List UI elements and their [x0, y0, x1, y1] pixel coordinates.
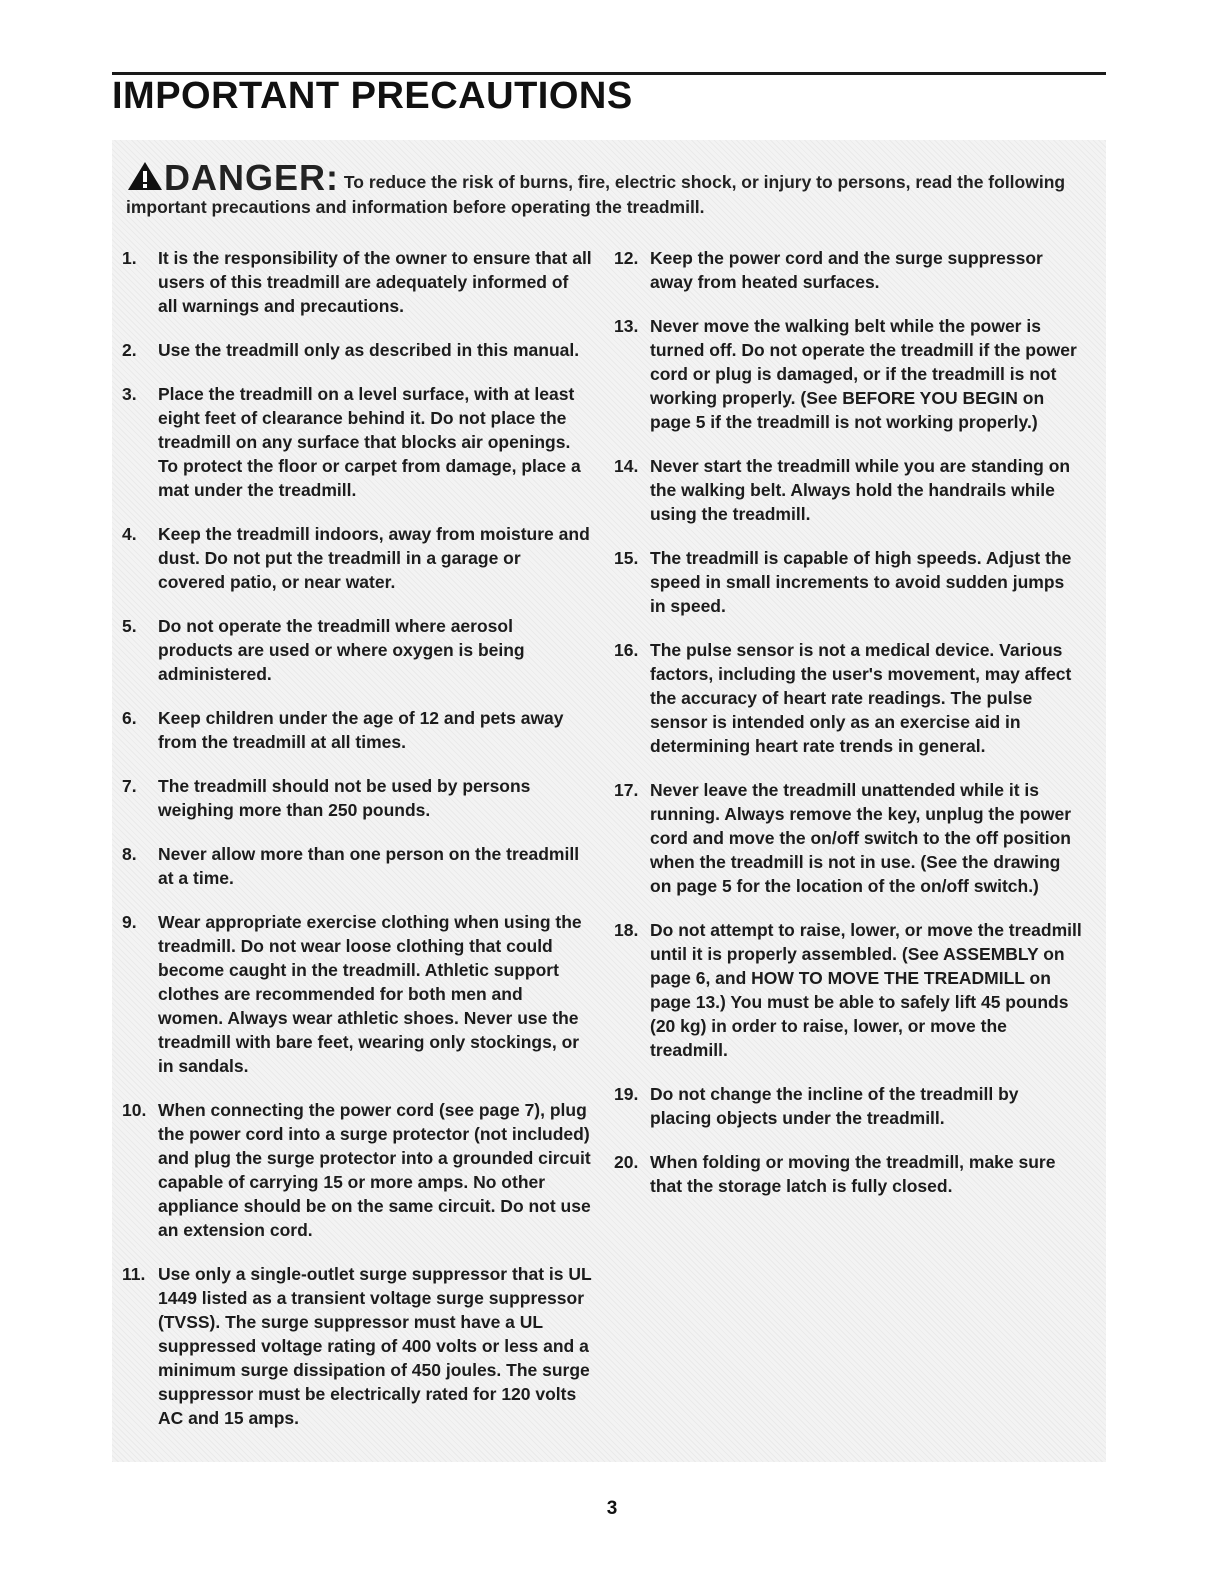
warning-triangle-icon	[126, 160, 164, 192]
list-item	[614, 1082, 1084, 1130]
list-item	[122, 338, 592, 362]
page-number: 3	[606, 1498, 618, 1519]
item-number: 13.	[614, 316, 639, 336]
list-item	[614, 918, 1084, 1062]
item-number: 8.	[122, 844, 137, 864]
precautions-right-column	[614, 246, 1084, 1198]
item-text: Keep children under the age of 12 and pets away from the treadmill at all times.	[158, 708, 564, 752]
item-number: 19.	[614, 1084, 639, 1104]
item-text: Keep the power cord and the surge suppressor away from heated surfaces.	[650, 248, 1043, 292]
list-item	[614, 246, 1084, 294]
list-item	[614, 314, 1084, 434]
item-number: 5.	[122, 616, 137, 636]
list-item	[122, 1262, 592, 1430]
item-text: Do not change the incline of the treadmill by placing objects under the treadmill.	[650, 1084, 1019, 1128]
item-number: 17.	[614, 780, 639, 800]
item-text: Wear appropriate exercise clothing when using the treadmill. Do not wear loose clothing that could become caught in the treadmill. Athletic support clothes are recommended for both men and women. Always wear athletic shoes. Never use the treadmill with bare feet, wearing only stockings, or in sandals.	[158, 912, 582, 1076]
item-number: 12.	[614, 248, 639, 268]
item-text: The treadmill is capable of high speeds. Adjust the speed in small increments to avoid sudden jumps in speed.	[650, 548, 1072, 616]
item-text: When connecting the power cord (see page 7), plug the power cord into a surge protector (not included) and plug the surge protector into a grounded circuit capable of carrying 15 or more amps. No other appliance should be on the same circuit. Do not use an extension cord.	[158, 1100, 591, 1240]
item-number: 1.	[122, 248, 137, 268]
list-item	[614, 638, 1084, 758]
list-item	[122, 246, 592, 318]
item-text: It is the responsibility of the owner to ensure that all users of this treadmill are adequately informed of all warnings and precautions.	[158, 248, 592, 316]
item-text: Never move the walking belt while the power is turned off. Do not operate the treadmill if the power cord or plug is damaged, or if the treadmill is not working properly. (See BEFORE YOU BEGIN on page 5 if the treadmill is not working properly.)	[650, 316, 1077, 432]
precautions-left-column	[122, 246, 592, 1430]
list-item	[122, 1098, 592, 1242]
item-number: 4.	[122, 524, 137, 544]
list-item	[122, 774, 592, 822]
danger-text: To reduce the risk of burns, fire, electric shock, or injury to persons, read the following important precautions and information before operating the treadmill.	[126, 172, 1066, 217]
danger-notice	[126, 157, 1086, 220]
item-text: Use the treadmill only as described in this manual.	[158, 340, 580, 360]
list-item	[122, 382, 592, 502]
item-number: 9.	[122, 912, 137, 932]
item-text: Do not operate the treadmill where aerosol products are used or where oxygen is being administered.	[158, 616, 525, 684]
item-number: 2.	[122, 340, 137, 360]
item-number: 7.	[122, 776, 137, 796]
list-item	[614, 1150, 1084, 1198]
item-number: 15.	[614, 548, 639, 568]
list-item	[614, 546, 1084, 618]
item-number: 16.	[614, 640, 639, 660]
list-item	[614, 778, 1084, 898]
list-item	[614, 454, 1084, 526]
item-number: 14.	[614, 456, 639, 476]
item-text: Do not attempt to raise, lower, or move the treadmill until it is properly assembled. (See ASSEMBLY on page 6, and HOW TO MOVE THE TREADMILL on page 13.) You must be able to safely lift 45 pounds (20 kg) in order to raise, lower, or move the treadmill.	[650, 920, 1082, 1060]
list-item	[122, 842, 592, 890]
page-title: IMPORTANT PRECAUTIONS	[112, 75, 633, 117]
item-number: 3.	[122, 384, 137, 404]
item-text: Never start the treadmill while you are standing on the walking belt. Always hold the handrails while using the treadmill.	[650, 456, 1071, 524]
item-text: The treadmill should not be used by persons weighing more than 250 pounds.	[158, 776, 531, 820]
list-item	[122, 522, 592, 594]
item-text: The pulse sensor is not a medical device. Various factors, including the user's movement, may affect the accuracy of heart rate readings. The pulse sensor is intended only as an exercise aid in determining heart rate trends in general.	[650, 640, 1072, 756]
item-text: When folding or moving the treadmill, make sure that the storage latch is fully closed.	[650, 1152, 1056, 1196]
item-text: Keep the treadmill indoors, away from moisture and dust. Do not put the treadmill in a garage or covered patio, or near water.	[158, 524, 590, 592]
item-number: 18.	[614, 920, 639, 940]
item-text: Never allow more than one person on the treadmill at a time.	[158, 844, 580, 888]
list-item	[122, 614, 592, 686]
item-text: Never leave the treadmill unattended while it is running. Always remove the key, unplug the power cord and move the on/off switch to the off position when the treadmill is not in use. (See the drawing on page 5 for the location of the on/off switch.)	[650, 780, 1072, 896]
item-text: Place the treadmill on a level surface, with at least eight feet of clearance behind it. Do not place the treadmill on any surface that blocks air openings. To protect the floor or carpet from damage, place a mat under the treadmill.	[158, 384, 581, 500]
item-number: 20.	[614, 1152, 639, 1172]
item-number: 6.	[122, 708, 137, 728]
item-number: 10.	[122, 1100, 147, 1120]
list-item	[122, 706, 592, 754]
item-text: Use only a single-outlet surge suppressor that is UL 1449 listed as a transient voltage surge suppressor (TVSS). The surge suppressor must have a UL suppressed voltage rating of 400 volts or less and a minimum surge dissipation of 450 joules. The surge suppressor must be electrically rated for 120 volts AC and 15 amps.	[158, 1264, 592, 1428]
list-item	[122, 910, 592, 1078]
item-number: 11.	[122, 1264, 146, 1284]
danger-label: DANGER:	[164, 157, 339, 198]
